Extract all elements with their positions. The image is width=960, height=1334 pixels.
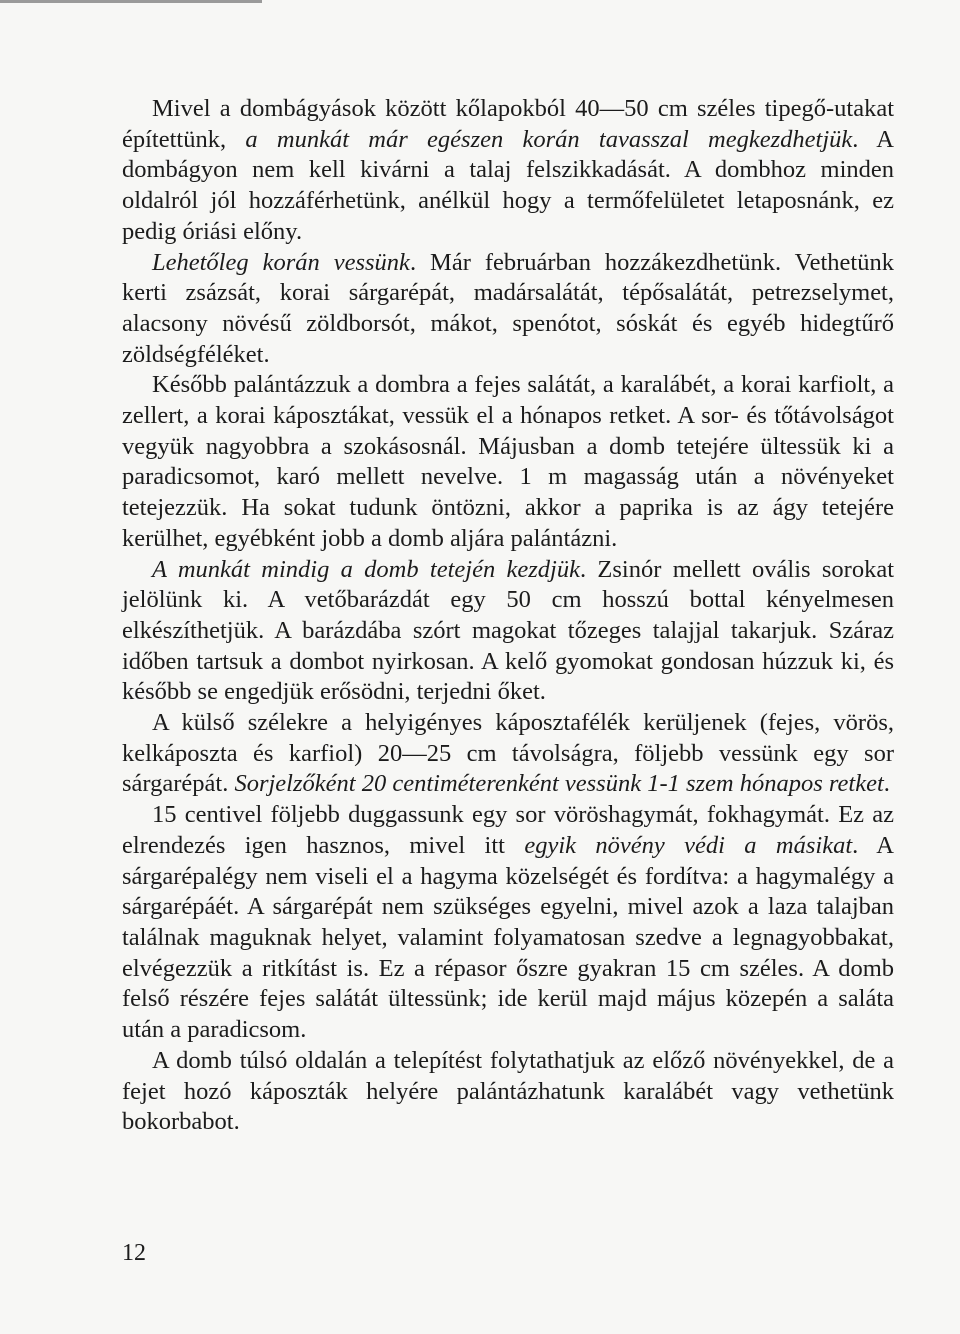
paragraph	[122, 800, 894, 1046]
text-run: A külső szélekre a helyigényes káposztafélék kerüljenek (fejes, vörös, kelkáposzta és karfiol) 20—25 cm távolságra, följebb vessünk egy sor sárgarépát.	[122, 709, 894, 798]
paragraph	[122, 370, 894, 554]
text-run: 15 centivel följebb duggassunk egy sor vöröshagymát, fokhagymát. Ez az elrendezés igen hasznos, mivel itt	[122, 801, 894, 859]
paragraph	[122, 1046, 894, 1138]
paragraph	[122, 708, 894, 800]
text-run: . Már februárban hozzákezdhetünk. Vethetünk kerti zsázsát, korai sárgarépát, madársalátát, tépősalátát, petrezselymet, alacsony növésű zöldborsót, mákot, spenótot, sóskát és egyéb hidegtűrő zöldségféléket.	[122, 248, 894, 368]
text-run: A domb túlsó oldalán a telepítést folytathatjuk az előző növényekkel, de a fejet hozó káposzták helyére palántázhatunk karalábét vagy vethetünk bokorbabot.	[122, 1046, 894, 1136]
italic-emphasis: Sorjelzőként 20 centiméterenként vessünk 1-1 szem hónapos retket	[234, 770, 884, 798]
page-number: 12	[122, 1240, 146, 1266]
text-run: . Zsinór mellett ovális sorokat jelölünk ki. A vetőbarázdát egy 50 cm hosszú bottal kényelmesen elkészíthetjük. A barázdába szórt magokat tőzeges talajjal takarjuk. Száraz időben tartsuk a dombot nyirkosan. A kelő gyomokat gondosan húzzuk ki, és később se engedjük erősödni, terjedni őket.	[122, 555, 894, 706]
paragraph	[122, 94, 894, 248]
text-run: Mivel a dombágyások között kőlapokból 40—50 cm széles tipegő-utakat építettünk,	[122, 95, 894, 153]
paragraph	[122, 248, 894, 371]
body-text	[122, 94, 894, 1138]
text-run: Később palántázzuk a dombra a fejes salátát, a karalábét, a korai karfiolt, a zellert, a korai káposztákat, vessük el a hónapos retket. A sor- és tőtávolságot vegyük nagyobbra a szokásosnál. Májusban a domb tetejére ültessük ki a paradicsomot, karó mellett nevelve. 1 m magasság után a növényeket tetejezzük. Ha sokat tudunk öntözni, akkor a paprika is az ágy tetejére kerülhet, egyébként jobb a domb aljára palántázni.	[122, 371, 894, 552]
italic-emphasis: Lehetőleg korán vessünk	[152, 248, 410, 276]
top-rule	[0, 0, 262, 3]
italic-emphasis: a munkát már egészen korán tavasszal megkezdhetjük	[245, 125, 853, 153]
italic-emphasis: egyik növény védi a másikat	[524, 831, 853, 859]
text-run: .	[883, 770, 890, 798]
text-run: . A sárgarépalégy nem viseli el a hagyma közelségét és fordítva: a hagymalégy a sárgarépáét. A sárgarépát nem szükséges egyelni, mivel azok a laza talajban találnak maguknak helyet, valamint folyamatosan szedve a legnagyobbakat, elvégezzük a ritkítást is. Ez a répasor őszre gyakran 15 cm széles. A domb felső részére fejes salátát ültessünk; ide kerül majd május közepén a saláta után a paradicsom.	[122, 831, 894, 1044]
paragraph	[122, 555, 894, 709]
text-run: . A dombágyon nem kell kivárni a talaj felszikkadását. A dombhoz minden oldalról jól hozzáférhetünk, anélkül hogy a termőfelületet letaposnánk, ez pedig óriási előny.	[122, 125, 894, 245]
italic-emphasis: A munkát mindig a domb tetején kezdjük	[152, 555, 580, 583]
